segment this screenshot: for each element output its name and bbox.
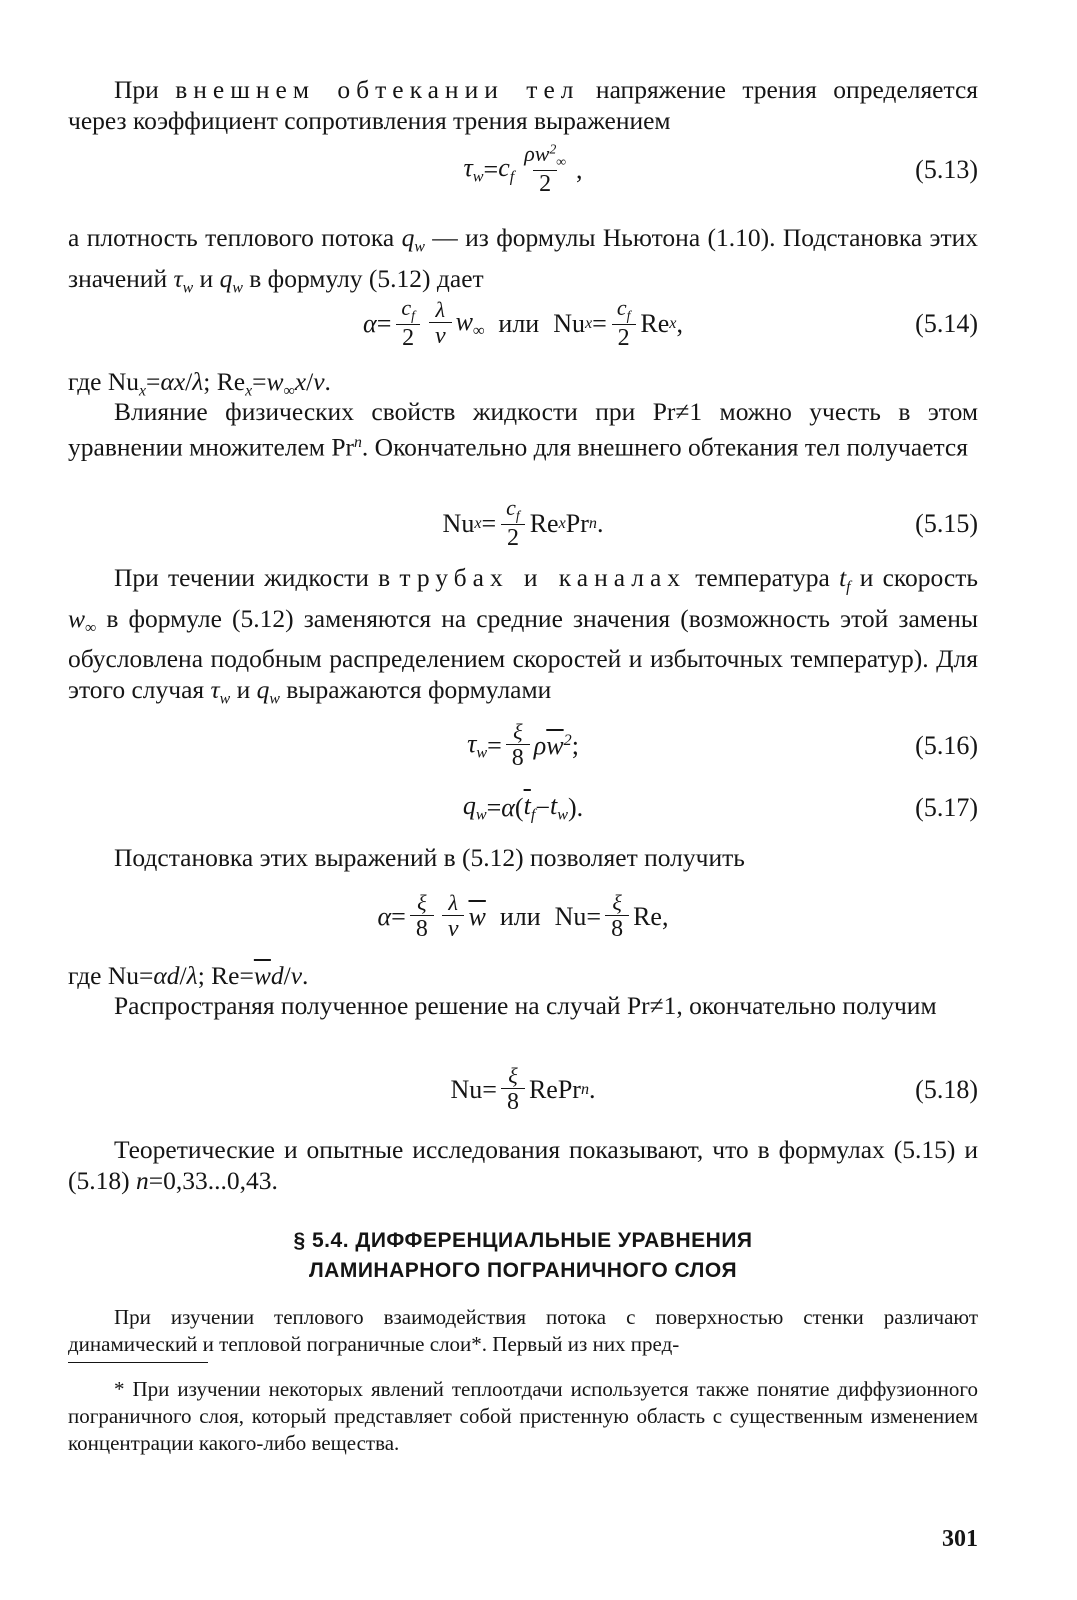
paragraph-1: При внешнем обтекании тел напряжение трения определяется через коэффициент сопротивления трения выражением — [68, 75, 978, 135]
spaced-phrase: трубах и каналах — [399, 563, 687, 592]
paragraph-2: а плотность теплового потока $q_w$ — из формулы Ньютона (1.10). Подстановка этих значений $\tau_w$ и $q_w$ в формулу (5.12) дает — [68, 223, 978, 297]
heading-line-1: § 5.4. ДИФФЕРЕНЦИАЛЬНЫЕ УРАВНЕНИЯ — [293, 1229, 753, 1252]
heading-line-2: ЛАМИНАРНОГО ПОГРАНИЧНОГО СЛОЯ — [308, 1259, 738, 1282]
paragraph-8: Распространяя полученное решение на случай Pr≠1, окончательно получим — [114, 991, 937, 1020]
paragraph-4: Влияние физических свойств жидкости при Pr≠1 можно учесть в этом уравнении множителем Pr$^n$. Окончательно для внешнего обтекания тел получается — [68, 397, 978, 462]
paragraph-10: При изучении теплового взаимодействия потока с поверхностью стенки различают динамический и тепловой пограничные слои*. Первый из них пред- — [68, 1305, 978, 1356]
equation-number: (5.16) — [915, 731, 978, 760]
equation-5-13: $\tau_w$ = $c_f$ $\frac{\rho w^2_\infty}{2}$ , (5.13) — [463, 141, 978, 198]
equation-5-16: $\tau_w$ = $\frac{\xi}{8}$ $\rho\overline{w}^2$ ; (5.16) — [467, 719, 978, 772]
section-heading — [68, 1226, 978, 1286]
equation-5-18: Nu= $\frac{\xi}{8}$ RePr n . (5.18) — [450, 1063, 978, 1116]
paragraph-6: Подстановка этих выражений в (5.12) позволяет получить — [114, 843, 745, 872]
equation-unnumbered: α = $\frac{\xi}{8}$ $\frac{\lambda}{\nu}$ $\overline{w}$ или Nu= $\frac{\xi}{8}$ Re, — [377, 890, 669, 943]
equation-5-15: Nu x = $\frac{c_f}{2}$ Re x Pr n . (5.15) — [442, 495, 978, 552]
footnote: * При изучении некоторых явлений теплоотдачи используется также понятие диффузионного пограничного слоя, который представляет собой пристенную область с существенным изменением концентрации какого-либо вещества. — [68, 1377, 978, 1455]
equation-5-14: α = $\frac{c_f}{2}$ $\frac{\lambda}{\nu}$ $w_\infty$ или Nu x = $\frac{c_f}{2}$ Re x , (5.14) — [363, 295, 978, 352]
paragraph-3: где $Nu_x=\alpha x/\lambda$; $Re_x=w_\infty x/\nu$. — [68, 367, 331, 400]
equation-number: (5.18) — [915, 1075, 978, 1104]
equation-5-17: $q_w$ = α ( $\overline{t}_f$ − $t_w$ ). (5.17) — [462, 791, 978, 824]
page-number: 301 — [942, 1526, 978, 1552]
or-word: или — [499, 902, 541, 931]
equation-number: (5.15) — [915, 509, 978, 538]
footnote-rule — [68, 1362, 208, 1363]
or-word: или — [498, 309, 540, 338]
spaced-phrase: внешнем обтекании тел — [175, 75, 580, 104]
equation-number: (5.17) — [915, 793, 978, 822]
paragraph-5: При течении жидкости в трубах и каналах температура $t_f$ и скорость $w_\infty$ в формуле (5.12) заменяются на средние значения (возможность этой замены обусловлена подобным распределением скоростей и избыточных температур). Для этого случая $\tau_w$ и $q_w$ выражаются формулами — [68, 563, 978, 708]
paragraph-9: Теоретические и опытные исследования показывают, что в формулах (5.15) и (5.18) n=0,33...0,43. — [68, 1135, 978, 1195]
equation-number: (5.13) — [915, 155, 978, 184]
equation-number: (5.14) — [915, 309, 978, 338]
paragraph-7: где Nu=αd/λ; $Re=\overline{w}d/\nu$. — [68, 961, 309, 990]
